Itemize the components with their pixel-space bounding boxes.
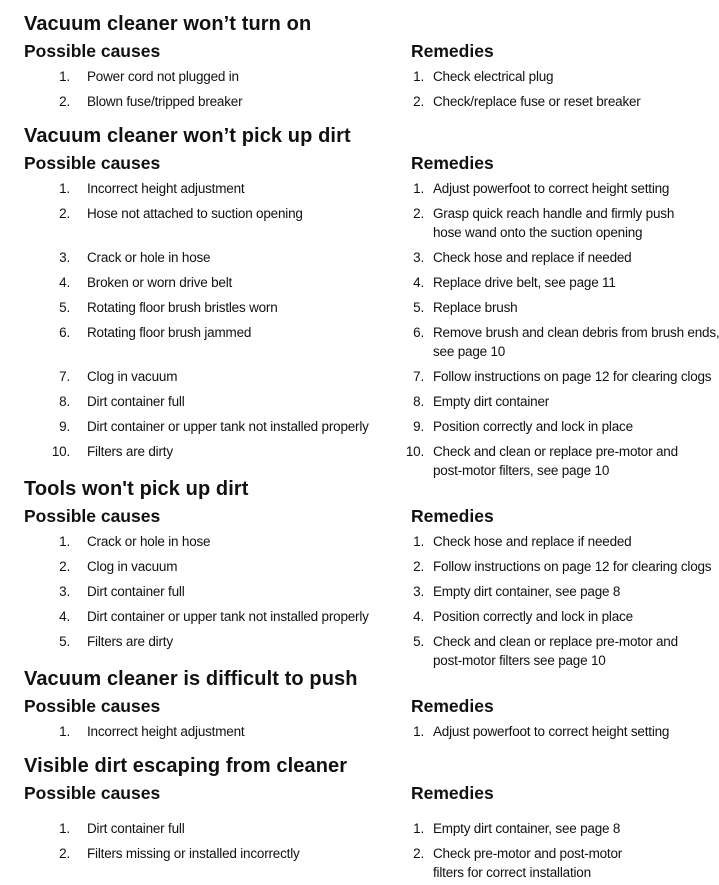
causes-heading: Possible causes [24, 696, 161, 716]
section-title: Tools won't pick up dirt [24, 478, 249, 500]
remedies-heading: Remedies [411, 506, 494, 526]
causes-heading: Possible causes [24, 41, 161, 61]
remedies-heading: Remedies [411, 783, 494, 803]
remedies-heading: Remedies [411, 696, 494, 716]
troubleshooting-page: Vacuum cleaner won’t turn on Possible causes Remedies 1. Power cord not plugged in 1. Check electrical plug 2. Blown fuse/tripped breaker 2. Check/replace fuse or reset breaker Vacuum cleaner won’t pick up dirt Possible causes Remedies 1. Incorrect height adjustment 1. Adjust powerfoot to correct height setting 2. Hose not attached to suction opening 2. Grasp quick reach handle and firmly push hose wand onto the suction opening 3. Crack or hole in hose 3. Check hose and replace if needed 4. Broken or worn drive belt 4. Replace drive belt, see page 11 5. Rotating floor brush bristles worn 5. Replace brush 6. Rotating floor brush jammed 6. Remove brush and clean debris from brush ends, see page 10 7. Clog in vacuum 7. Follow instructions on page 12 for clearing clogs 8. Dirt container full 8. Empty dirt container 9. Dirt container or upper tank not installed properly 9. Position correctly and lock in place 10. Filters are dirty 10. Check and clean or replace pre-motor and post-motor filters, see page 10 Tools won't pick up dirt Possible causes Remedies 1. Crack or hole in hose 1. Check hose and replace if needed 2. Clog in vacuum 2. Follow instructions on page 12 for clearing clogs 3. Dirt container full 3. Empty dirt container, see page 8 4. Dirt container or upper tank not installed properly 4. Position correctly and lock in place 5. Filters are dirty 5. Check and clean or replace pre-motor and post-motor filters see page 10 Vacuum cleaner is difficult to push Possible causes Remedies 1. Incorrect height adjustment 1. Adjust powerfoot to correct height setting Visible dirt escaping from cleaner Possible causes Remedies 1. Dirt container full 1. Empty dirt container, see page 8 2. Filters missing or installed incorrectly 2. Check pre-motor and post-motor filters for correct installation [0, 0, 686, 885]
causes-heading: Possible causes [24, 783, 161, 803]
section-title: Vacuum cleaner won’t pick up dirt [24, 125, 351, 147]
section-title: Vacuum cleaner won’t turn on [24, 13, 312, 35]
top-edge-strip [0, 0, 686, 8]
causes-heading: Possible causes [24, 506, 161, 526]
section-title: Visible dirt escaping from cleaner [24, 755, 348, 777]
causes-heading: Possible causes [24, 153, 161, 173]
section-title: Vacuum cleaner is difficult to push [24, 668, 358, 690]
remedies-heading: Remedies [411, 41, 494, 61]
remedies-heading: Remedies [411, 153, 494, 173]
